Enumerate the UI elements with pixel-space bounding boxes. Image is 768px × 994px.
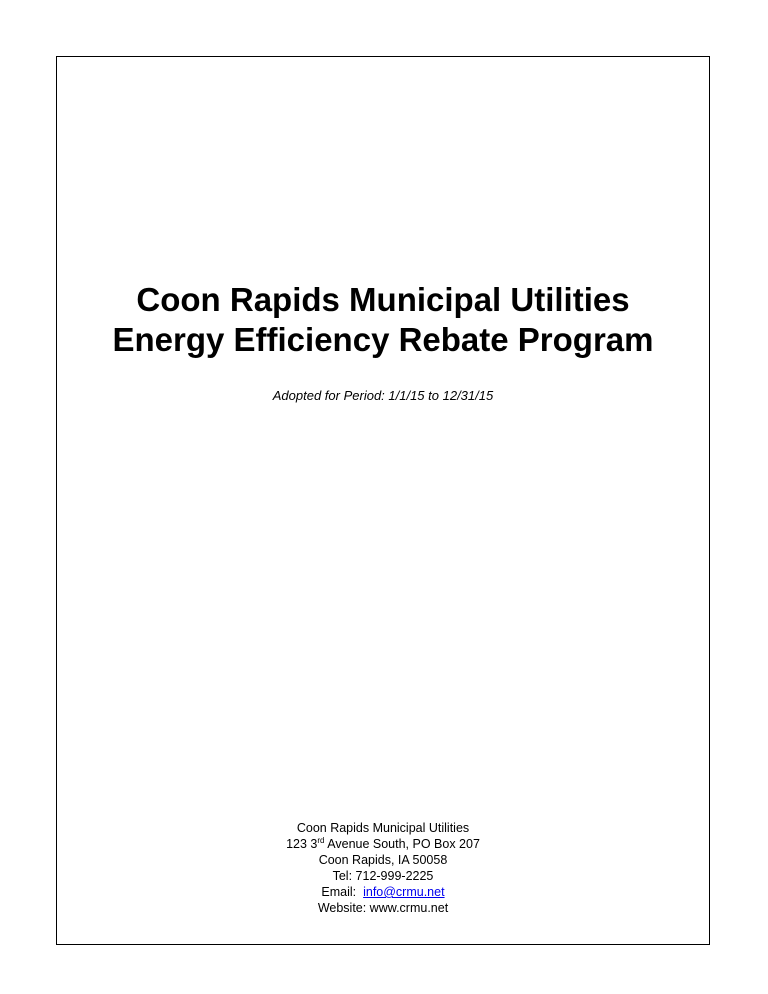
document-title-line-2: Energy Efficiency Rebate Program xyxy=(112,321,654,358)
email-label: Email: xyxy=(321,885,364,899)
telephone: Tel: 712-999-2225 xyxy=(332,869,434,883)
document-title-line-1: Coon Rapids Municipal Utilities xyxy=(136,281,630,318)
city-state-zip: Coon Rapids, IA 50058 xyxy=(318,853,448,867)
page-border xyxy=(56,56,710,945)
org-name: Coon Rapids Municipal Utilities xyxy=(296,821,470,835)
address-rest: Avenue South, PO Box 207 xyxy=(324,837,480,851)
website: Website: www.crmu.net xyxy=(317,901,449,915)
contact-block xyxy=(56,820,710,916)
title-block xyxy=(56,280,710,360)
adoption-period: Adopted for Period: 1/1/15 to 12/31/15 xyxy=(272,388,494,403)
email-line xyxy=(56,884,710,900)
address-number: 123 3 xyxy=(286,837,318,851)
street-address xyxy=(56,836,710,852)
email-link[interactable]: info@crmu.net xyxy=(363,885,445,899)
address-ordinal-suffix: rd xyxy=(317,835,325,845)
